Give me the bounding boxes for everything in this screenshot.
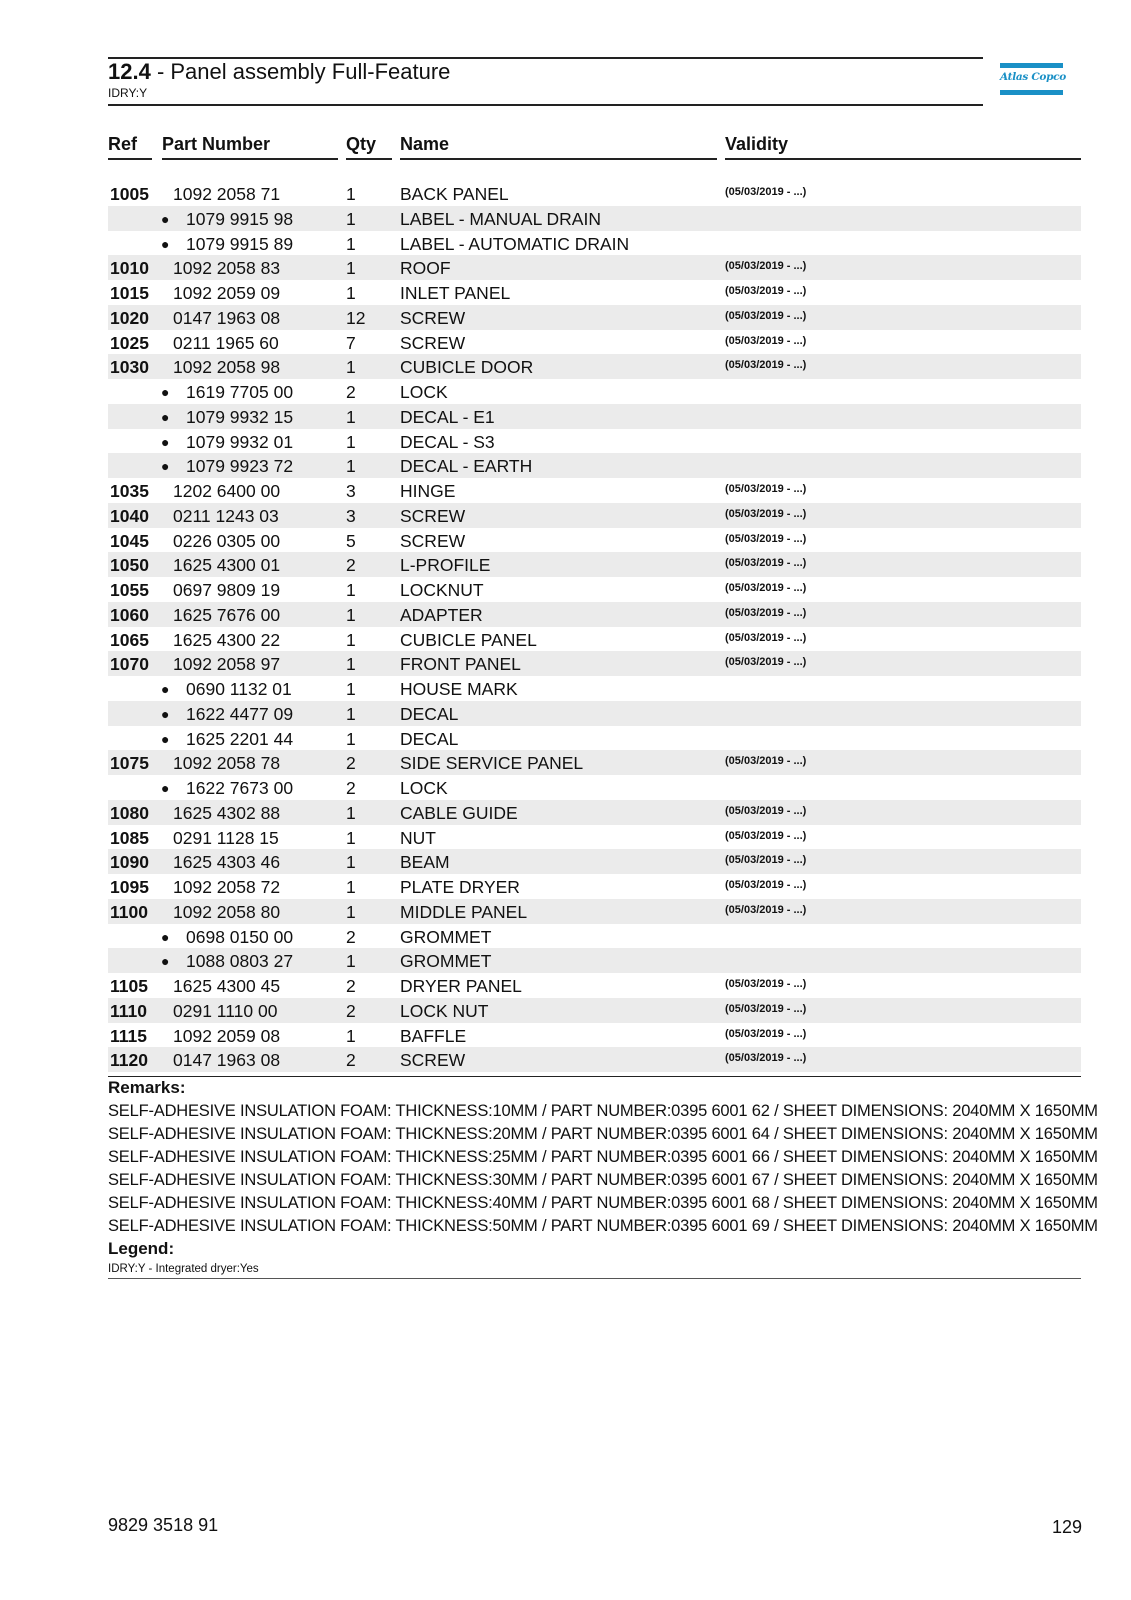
name-cell: MIDDLE PANEL: [400, 901, 528, 922]
name-cell: DECAL - S3: [400, 431, 495, 452]
name-cell: FRONT PANEL: [400, 654, 521, 675]
sub-item-bullet-icon: ●: [161, 705, 170, 722]
name-cell: BAFFLE: [400, 1025, 467, 1046]
qty-cell: 1: [346, 852, 356, 873]
part-number-cell: 1092 2058 78: [173, 753, 281, 774]
table-row: [108, 1023, 1081, 1048]
name-cell: GROMMET: [400, 951, 492, 972]
page-header: [108, 57, 983, 106]
qty-cell: 2: [346, 555, 356, 576]
part-number-cell: 1202 6400 00: [173, 481, 281, 501]
table-row: [108, 503, 1081, 528]
name-cell: CUBICLE DOOR: [400, 357, 534, 378]
validity-cell: (05/03/2019 - ...): [725, 1027, 807, 1040]
name-cell: DRYER PANEL: [400, 976, 522, 996]
table-row: [108, 998, 1081, 1023]
qty-cell: 1: [346, 1025, 356, 1046]
qty-cell: 1: [346, 703, 356, 724]
ref-cell: 1080: [110, 802, 149, 823]
table-row: [108, 1047, 1081, 1072]
name-cell: ADAPTER: [400, 604, 483, 625]
validity-cell: (05/03/2019 - ...): [725, 978, 807, 990]
part-number-cell: 0291 1110 00: [173, 1000, 278, 1021]
ref-cell: 1095: [110, 877, 149, 897]
qty-cell: 1: [346, 208, 356, 229]
validity-cell: (05/03/2019 - ...): [725, 656, 807, 669]
section-title: - Panel assembly Full-Feature: [150, 59, 451, 84]
part-number-cell: 1079 9932 01: [186, 431, 294, 452]
table-row: [108, 701, 1081, 726]
qty-cell: 1: [346, 802, 356, 823]
qty-cell: 1: [346, 901, 356, 922]
qty-cell: 1: [346, 580, 356, 600]
document-number: 9829 3518 91: [108, 1515, 219, 1535]
qty-cell: 2: [346, 778, 356, 798]
legend-text: IDRY:Y - Integrated dryer:Yes: [108, 1263, 259, 1275]
validity-cell: (05/03/2019 - ...): [725, 582, 807, 594]
table-row: [108, 404, 1081, 429]
sub-item-bullet-icon: ●: [161, 235, 170, 252]
qty-cell: 2: [346, 976, 356, 996]
page-title: [108, 59, 450, 85]
table-row: [108, 577, 1081, 602]
logo-bar-top: [1000, 63, 1063, 68]
validity-cell: (05/03/2019 - ...): [725, 829, 807, 842]
validity-cell: (05/03/2019 - ...): [725, 285, 807, 297]
column-header-ref: Ref: [108, 134, 138, 154]
legend-heading: Legend:: [108, 1239, 175, 1258]
validity-cell: (05/03/2019 - ...): [725, 631, 807, 644]
part-number-cell: 1625 4303 46: [173, 852, 281, 873]
parts-table: [108, 181, 1081, 1072]
part-number-cell: 0690 1132 01: [186, 679, 292, 699]
ref-cell: 1005: [110, 184, 149, 204]
sub-item-bullet-icon: ●: [161, 953, 170, 970]
table-row: [108, 181, 1081, 206]
column-rule: [346, 158, 392, 160]
ref-cell: 1025: [110, 332, 149, 353]
name-cell: LOCK NUT: [400, 1000, 489, 1021]
ref-cell: 1120: [110, 1050, 148, 1071]
part-number-cell: 1092 2059 09: [173, 283, 281, 303]
qty-cell: 1: [346, 406, 356, 427]
name-cell: CUBICLE PANEL: [400, 629, 537, 650]
part-number-cell: 1625 4302 88: [173, 802, 281, 823]
ref-cell: 1040: [110, 505, 149, 526]
table-row: [108, 602, 1081, 627]
qty-cell: 1: [346, 728, 356, 749]
sub-item-bullet-icon: ●: [161, 408, 170, 425]
validity-cell: (05/03/2019 - ...): [725, 483, 807, 495]
part-number-cell: 1622 4477 09: [186, 703, 294, 724]
table-row: [108, 849, 1081, 874]
name-cell: SCREW: [400, 530, 466, 551]
name-cell: SIDE SERVICE PANEL: [400, 753, 584, 774]
table-row: [108, 874, 1081, 899]
sub-item-bullet-icon: ●: [161, 730, 170, 747]
table-row: [108, 899, 1081, 924]
ref-cell: 1070: [110, 654, 149, 675]
ref-cell: 1105: [110, 976, 148, 996]
name-cell: SCREW: [400, 1050, 466, 1071]
ref-cell: 1045: [110, 530, 149, 551]
validity-cell: (05/03/2019 - ...): [725, 186, 807, 198]
table-row: [108, 330, 1081, 355]
part-number-cell: 1622 7673 00: [186, 778, 294, 798]
sub-item-bullet-icon: ●: [161, 681, 170, 697]
qty-cell: 1: [346, 629, 356, 650]
table-row: [108, 231, 1081, 256]
remark-line: SELF-ADHESIVE INSULATION FOAM: THICKNESS:25MM / PART NUMBER:0395 6001 66 / SHEET DIMENSIONS: 2040MM X 1650MM: [108, 1148, 1098, 1166]
table-row: [108, 206, 1081, 231]
name-cell: LOCK: [400, 382, 448, 402]
part-number-cell: 0291 1128 15: [173, 827, 279, 848]
part-number-cell: 1088 0803 27: [186, 951, 294, 972]
validity-cell: (05/03/2019 - ...): [725, 804, 807, 817]
part-number-cell: 1625 4300 45: [173, 976, 281, 996]
qty-cell: 1: [346, 877, 356, 897]
name-cell: DECAL - EARTH: [400, 456, 533, 477]
part-number-cell: 1092 2058 71: [173, 184, 281, 204]
table-row: [108, 528, 1081, 553]
name-cell: DECAL - E1: [400, 406, 495, 427]
table-row: [108, 948, 1081, 973]
validity-cell: (05/03/2019 - ...): [725, 755, 807, 768]
table-row: [108, 379, 1081, 404]
remark-line: SELF-ADHESIVE INSULATION FOAM: THICKNESS:30MM / PART NUMBER:0395 6001 67 / SHEET DIMENSIONS: 2040MM X 1650MM: [108, 1171, 1098, 1189]
ref-cell: 1050: [110, 555, 149, 576]
name-cell: BEAM: [400, 852, 450, 873]
qty-cell: 2: [346, 382, 356, 402]
table-row: [108, 775, 1081, 800]
column-header-name: Name: [400, 134, 450, 154]
qty-cell: 1: [346, 431, 356, 452]
sub-item-bullet-icon: ●: [161, 433, 170, 450]
table-row: [108, 280, 1081, 305]
qty-cell: 3: [346, 481, 356, 501]
section-number: 12.4: [108, 59, 151, 84]
part-number-cell: 0226 0305 00: [173, 530, 281, 551]
name-cell: L-PROFILE: [400, 555, 491, 576]
ref-cell: 1115: [110, 1025, 147, 1046]
ref-cell: 1100: [110, 901, 148, 922]
qty-cell: 1: [346, 951, 356, 972]
part-number-cell: 1092 2058 83: [173, 258, 281, 279]
qty-cell: 1: [346, 654, 356, 675]
table-row: [108, 825, 1081, 850]
remark-line: SELF-ADHESIVE INSULATION FOAM: THICKNESS:10MM / PART NUMBER:0395 6001 62 / SHEET DIMENSIONS: 2040MM X 1650MM: [108, 1102, 1098, 1120]
qty-cell: 5: [346, 530, 356, 551]
logo-bar-bottom: [1000, 90, 1063, 95]
qty-cell: 12: [346, 307, 366, 328]
column-rule: [162, 158, 338, 160]
sub-item-bullet-icon: ●: [161, 384, 170, 400]
table-row: [108, 354, 1081, 379]
qty-cell: 2: [346, 1000, 356, 1021]
legend-rule: [108, 1278, 1081, 1279]
table-row: [108, 726, 1081, 751]
table-row: [108, 627, 1081, 652]
name-cell: LABEL - AUTOMATIC DRAIN: [400, 233, 630, 254]
name-cell: LABEL - MANUAL DRAIN: [400, 208, 601, 229]
qty-cell: 2: [346, 926, 356, 947]
name-cell: SCREW: [400, 332, 466, 353]
table-row: [108, 552, 1081, 577]
column-rule: [108, 158, 152, 160]
name-cell: SCREW: [400, 505, 466, 526]
ref-cell: 1075: [110, 753, 149, 774]
table-row: [108, 750, 1081, 775]
part-number-cell: 0697 9809 19: [173, 580, 281, 600]
name-cell: ROOF: [400, 258, 451, 279]
ref-cell: 1030: [110, 357, 149, 378]
name-cell: CABLE GUIDE: [400, 802, 518, 823]
validity-cell: (05/03/2019 - ...): [725, 359, 807, 372]
part-number-cell: 0147 1963 08: [173, 1050, 281, 1071]
remarks-heading: Remarks:: [108, 1078, 186, 1097]
remark-line: SELF-ADHESIVE INSULATION FOAM: THICKNESS:40MM / PART NUMBER:0395 6001 68 / SHEET DIMENSIONS: 2040MM X 1650MM: [108, 1194, 1098, 1212]
table-row: [108, 305, 1081, 330]
qty-cell: 1: [346, 233, 356, 254]
part-number-cell: 1079 9915 98: [186, 208, 294, 229]
part-number-cell: 1092 2059 08: [173, 1025, 281, 1046]
table-row: [108, 453, 1081, 478]
validity-cell: (05/03/2019 - ...): [725, 309, 807, 322]
ref-cell: 1065: [110, 629, 149, 650]
remark-line: SELF-ADHESIVE INSULATION FOAM: THICKNESS:20MM / PART NUMBER:0395 6001 64 / SHEET DIMENSIONS: 2040MM X 1650MM: [108, 1125, 1098, 1143]
name-cell: HOUSE MARK: [400, 679, 518, 699]
page-number: 129: [1051, 1517, 1082, 1537]
validity-cell: (05/03/2019 - ...): [725, 334, 807, 347]
column-rule: [400, 158, 717, 160]
part-number-cell: 0211 1243 03: [173, 505, 279, 526]
validity-cell: (05/03/2019 - ...): [725, 903, 807, 916]
qty-cell: 1: [346, 604, 356, 625]
part-number-cell: 1079 9915 89: [186, 233, 294, 254]
qty-cell: 1: [346, 357, 356, 378]
name-cell: SCREW: [400, 307, 466, 328]
sub-item-bullet-icon: ●: [161, 928, 170, 945]
ref-cell: 1060: [110, 604, 149, 625]
part-number-cell: 1625 7676 00: [173, 604, 281, 625]
qty-cell: 1: [346, 283, 356, 303]
validity-cell: (05/03/2019 - ...): [725, 260, 807, 273]
remark-line: SELF-ADHESIVE INSULATION FOAM: THICKNESS:50MM / PART NUMBER:0395 6001 69 / SHEET DIMENSIONS: 2040MM X 1650MM: [108, 1217, 1098, 1235]
part-number-cell: 1092 2058 80: [173, 901, 281, 922]
validity-cell: (05/03/2019 - ...): [725, 507, 807, 520]
table-row: [108, 255, 1081, 280]
table-row: [108, 429, 1081, 454]
sub-item-bullet-icon: ●: [161, 458, 170, 475]
column-header-part-number: Part Number: [162, 134, 271, 154]
name-cell: DECAL: [400, 728, 459, 749]
part-number-cell: 1092 2058 98: [173, 357, 281, 378]
sub-item-bullet-icon: ●: [161, 210, 170, 227]
part-number-cell: 0147 1963 08: [173, 307, 281, 328]
name-cell: LOCK: [400, 778, 448, 798]
validity-cell: (05/03/2019 - ...): [725, 1002, 807, 1015]
qty-cell: 1: [346, 184, 356, 204]
column-header-qty: Qty: [346, 134, 377, 154]
name-cell: NUT: [400, 827, 436, 848]
validity-cell: (05/03/2019 - ...): [725, 606, 807, 619]
name-cell: BACK PANEL: [400, 184, 509, 204]
name-cell: GROMMET: [400, 926, 492, 947]
table-row: [108, 676, 1081, 701]
ref-cell: 1010: [110, 258, 149, 279]
name-cell: INLET PANEL: [400, 283, 511, 303]
ref-cell: 1015: [110, 283, 149, 303]
part-number-cell: 0211 1965 60: [173, 332, 279, 353]
qty-cell: 1: [346, 827, 356, 848]
qty-cell: 2: [346, 1050, 356, 1071]
ref-cell: 1035: [110, 481, 149, 501]
part-number-cell: 1625 4300 01: [173, 555, 281, 576]
validity-cell: (05/03/2019 - ...): [725, 557, 807, 570]
ref-cell: 1085: [110, 827, 149, 848]
table-row: [108, 973, 1081, 998]
part-number-cell: 1092 2058 97: [173, 654, 281, 675]
ref-cell: 1110: [110, 1000, 147, 1021]
validity-cell: (05/03/2019 - ...): [725, 532, 807, 545]
ref-cell: 1090: [110, 852, 149, 873]
validity-cell: (05/03/2019 - ...): [725, 1052, 807, 1065]
column-rule: [725, 158, 1081, 160]
qty-cell: 2: [346, 753, 356, 774]
qty-cell: 1: [346, 679, 356, 699]
sub-item-bullet-icon: ●: [161, 780, 170, 796]
remarks-list: [108, 1100, 1098, 1238]
part-number-cell: 1625 4300 22: [173, 629, 281, 650]
table-row: [108, 478, 1081, 503]
qty-cell: 3: [346, 505, 356, 526]
logo-wordmark: Atlas Copco: [1000, 71, 1066, 83]
table-row: [108, 800, 1081, 825]
ref-cell: 1020: [110, 307, 149, 328]
table-row: [108, 651, 1081, 676]
qty-cell: 7: [346, 332, 356, 353]
page-subtitle: IDRY:Y: [108, 86, 148, 100]
part-number-cell: 1079 9932 15: [186, 406, 294, 427]
qty-cell: 1: [346, 258, 356, 279]
column-header-validity: Validity: [725, 134, 789, 154]
name-cell: HINGE: [400, 481, 456, 501]
part-number-cell: 0698 0150 00: [186, 926, 294, 947]
part-number-cell: 1092 2058 72: [173, 877, 281, 897]
part-number-cell: 1619 7705 00: [186, 382, 294, 402]
part-number-cell: 1625 2201 44: [186, 728, 294, 749]
name-cell: LOCKNUT: [400, 580, 484, 600]
validity-cell: (05/03/2019 - ...): [725, 879, 807, 891]
table-row: [108, 924, 1081, 949]
brand-logo: [1000, 63, 1066, 95]
qty-cell: 1: [346, 456, 356, 477]
name-cell: DECAL: [400, 703, 459, 724]
ref-cell: 1055: [110, 580, 149, 600]
name-cell: PLATE DRYER: [400, 877, 520, 897]
validity-cell: (05/03/2019 - ...): [725, 854, 807, 867]
part-number-cell: 1079 9923 72: [186, 456, 294, 477]
table-end-rule: [108, 1076, 1081, 1077]
